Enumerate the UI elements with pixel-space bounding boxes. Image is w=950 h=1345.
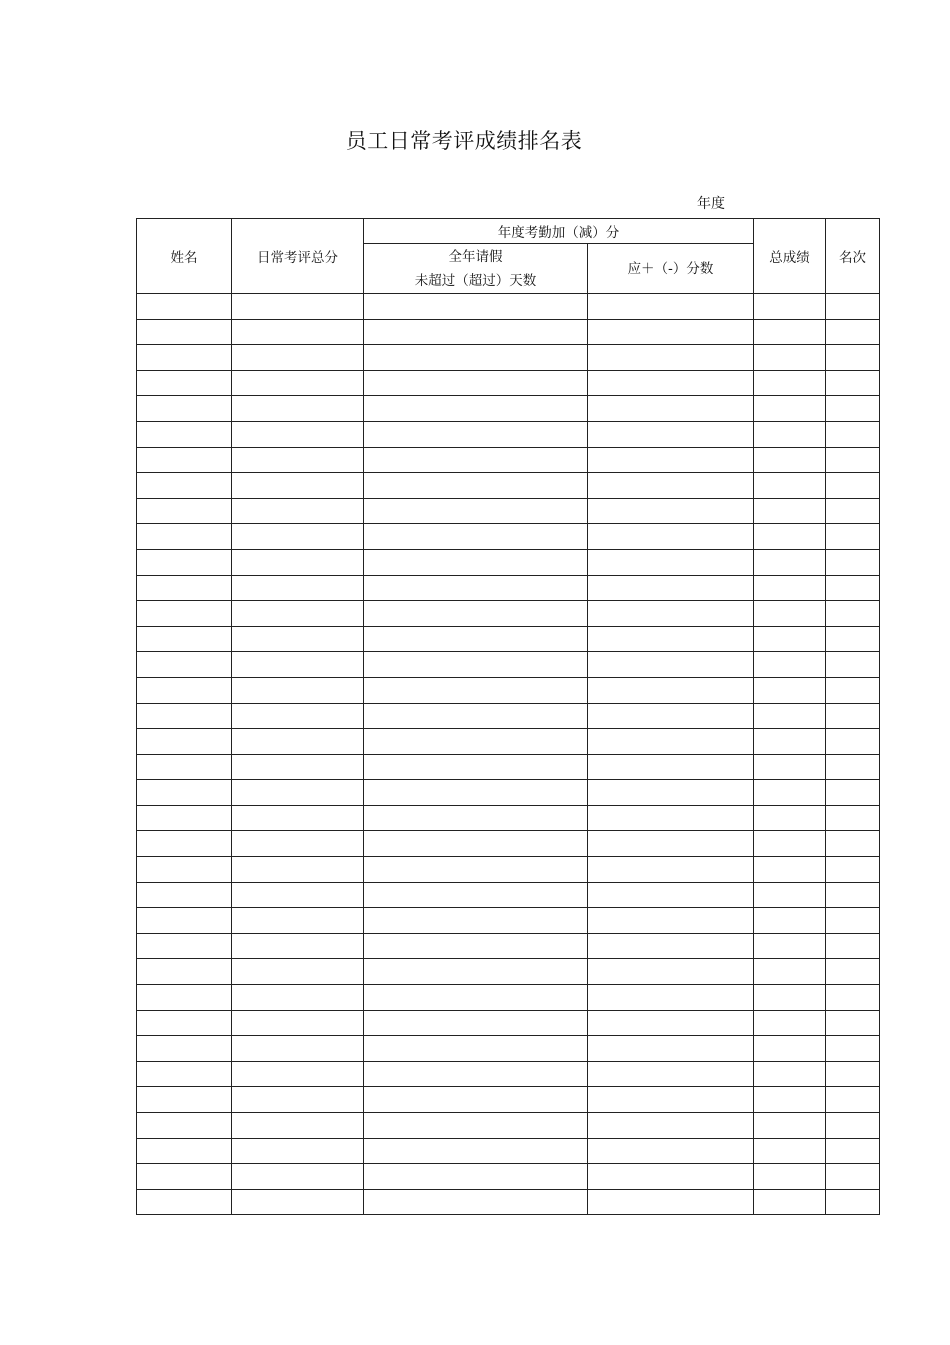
table-row: [137, 1113, 880, 1139]
cell-score-adjust[interactable]: [588, 1164, 754, 1190]
cell-total-score[interactable]: [754, 677, 826, 703]
header-score-adjust: 应＋（-）分数: [588, 244, 754, 294]
cell-score-adjust[interactable]: [588, 1189, 754, 1215]
cell-total-score[interactable]: [754, 396, 826, 422]
table-row: [137, 754, 880, 780]
cell-rank[interactable]: [826, 345, 880, 371]
cell-leave-days[interactable]: [364, 857, 588, 883]
cell-total-score[interactable]: [754, 447, 826, 473]
cell-leave-days[interactable]: [364, 626, 588, 652]
cell-score-adjust[interactable]: [588, 319, 754, 345]
cell-rank[interactable]: [826, 754, 880, 780]
cell-name[interactable]: [137, 1189, 232, 1215]
cell-daily-total[interactable]: [232, 1061, 364, 1087]
cell-rank[interactable]: [826, 524, 880, 550]
cell-daily-total[interactable]: [232, 421, 364, 447]
table-row: [137, 549, 880, 575]
cell-name[interactable]: [137, 473, 232, 499]
cell-score-adjust[interactable]: [588, 1010, 754, 1036]
table-row: [137, 575, 880, 601]
cell-daily-total[interactable]: [232, 498, 364, 524]
table-row: [137, 703, 880, 729]
header-rank: 名次: [826, 219, 880, 294]
cell-daily-total[interactable]: [232, 985, 364, 1011]
table-row: [137, 1061, 880, 1087]
cell-daily-total[interactable]: [232, 549, 364, 575]
cell-total-score[interactable]: [754, 703, 826, 729]
cell-total-score[interactable]: [754, 985, 826, 1011]
cell-total-score[interactable]: [754, 626, 826, 652]
cell-rank[interactable]: [826, 370, 880, 396]
cell-score-adjust[interactable]: [588, 1061, 754, 1087]
table-row: [137, 933, 880, 959]
cell-total-score[interactable]: [754, 1113, 826, 1139]
cell-score-adjust[interactable]: [588, 1087, 754, 1113]
cell-daily-total[interactable]: [232, 294, 364, 320]
cell-score-adjust[interactable]: [588, 575, 754, 601]
cell-daily-total[interactable]: [232, 805, 364, 831]
table-header: [137, 219, 880, 294]
cell-score-adjust[interactable]: [588, 985, 754, 1011]
cell-rank[interactable]: [826, 831, 880, 857]
table-row: [137, 729, 880, 755]
cell-score-adjust[interactable]: [588, 473, 754, 499]
cell-rank[interactable]: [826, 626, 880, 652]
cell-name[interactable]: [137, 626, 232, 652]
cell-leave-days[interactable]: [364, 1138, 588, 1164]
cell-rank[interactable]: [826, 882, 880, 908]
cell-name[interactable]: [137, 985, 232, 1011]
cell-score-adjust[interactable]: [588, 805, 754, 831]
cell-total-score[interactable]: [754, 1138, 826, 1164]
cell-score-adjust[interactable]: [588, 396, 754, 422]
header-leave-line1: 全年请假: [448, 248, 503, 265]
cell-leave-days[interactable]: [364, 1061, 588, 1087]
cell-name[interactable]: [137, 882, 232, 908]
cell-score-adjust[interactable]: [588, 498, 754, 524]
cell-total-score[interactable]: [754, 831, 826, 857]
cell-score-adjust[interactable]: [588, 447, 754, 473]
cell-leave-days[interactable]: [364, 575, 588, 601]
cell-leave-days[interactable]: [364, 319, 588, 345]
cell-rank[interactable]: [826, 652, 880, 678]
cell-score-adjust[interactable]: [588, 626, 754, 652]
cell-name[interactable]: [137, 396, 232, 422]
table-row: [137, 1087, 880, 1113]
cell-total-score[interactable]: [754, 857, 826, 883]
cell-name[interactable]: [137, 805, 232, 831]
cell-name[interactable]: [137, 370, 232, 396]
cell-daily-total[interactable]: [232, 473, 364, 499]
cell-daily-total[interactable]: [232, 575, 364, 601]
cell-name[interactable]: [137, 294, 232, 320]
cell-rank[interactable]: [826, 1061, 880, 1087]
cell-score-adjust[interactable]: [588, 294, 754, 320]
cell-daily-total[interactable]: [232, 1189, 364, 1215]
table-body: [137, 294, 880, 1215]
cell-daily-total[interactable]: [232, 780, 364, 806]
cell-daily-total[interactable]: [232, 1087, 364, 1113]
cell-name[interactable]: [137, 447, 232, 473]
cell-leave-days[interactable]: [364, 1036, 588, 1062]
cell-rank[interactable]: [826, 421, 880, 447]
cell-rank[interactable]: [826, 857, 880, 883]
cell-score-adjust[interactable]: [588, 703, 754, 729]
cell-daily-total[interactable]: [232, 370, 364, 396]
cell-total-score[interactable]: [754, 1036, 826, 1062]
cell-daily-total[interactable]: [232, 831, 364, 857]
cell-total-score[interactable]: [754, 1164, 826, 1190]
cell-daily-total[interactable]: [232, 933, 364, 959]
cell-leave-days[interactable]: [364, 601, 588, 627]
year-label: 年度: [697, 196, 725, 212]
table-row: [137, 882, 880, 908]
cell-rank[interactable]: [826, 805, 880, 831]
cell-total-score[interactable]: [754, 780, 826, 806]
cell-leave-days[interactable]: [364, 447, 588, 473]
header-daily-total: 日常考评总分: [232, 219, 364, 294]
cell-leave-days[interactable]: [364, 345, 588, 371]
cell-leave-days[interactable]: [364, 1087, 588, 1113]
table-row: [137, 370, 880, 396]
cell-score-adjust[interactable]: [588, 933, 754, 959]
cell-name[interactable]: [137, 524, 232, 550]
table-row: [137, 294, 880, 320]
cell-total-score[interactable]: [754, 575, 826, 601]
cell-name[interactable]: [137, 1036, 232, 1062]
cell-rank[interactable]: [826, 985, 880, 1011]
table-row: [137, 498, 880, 524]
cell-name[interactable]: [137, 959, 232, 985]
cell-name[interactable]: [137, 780, 232, 806]
cell-name[interactable]: [137, 933, 232, 959]
cell-daily-total[interactable]: [232, 1036, 364, 1062]
cell-leave-days[interactable]: [364, 754, 588, 780]
cell-total-score[interactable]: [754, 601, 826, 627]
cell-leave-days[interactable]: [364, 549, 588, 575]
cell-score-adjust[interactable]: [588, 729, 754, 755]
cell-total-score[interactable]: [754, 652, 826, 678]
cell-leave-days[interactable]: [364, 933, 588, 959]
table-row: [137, 908, 880, 934]
cell-name[interactable]: [137, 677, 232, 703]
cell-score-adjust[interactable]: [588, 959, 754, 985]
cell-name[interactable]: [137, 729, 232, 755]
cell-daily-total[interactable]: [232, 1113, 364, 1139]
cell-score-adjust[interactable]: [588, 549, 754, 575]
cell-total-score[interactable]: [754, 319, 826, 345]
cell-score-adjust[interactable]: [588, 831, 754, 857]
cell-name[interactable]: [137, 1087, 232, 1113]
cell-total-score[interactable]: [754, 524, 826, 550]
cell-leave-days[interactable]: [364, 882, 588, 908]
cell-score-adjust[interactable]: [588, 524, 754, 550]
table-row: [137, 959, 880, 985]
cell-rank[interactable]: [826, 1189, 880, 1215]
cell-daily-total[interactable]: [232, 601, 364, 627]
cell-leave-days[interactable]: [364, 473, 588, 499]
cell-leave-days[interactable]: [364, 498, 588, 524]
cell-daily-total[interactable]: [232, 1010, 364, 1036]
table-row: [137, 985, 880, 1011]
cell-leave-days[interactable]: [364, 421, 588, 447]
cell-total-score[interactable]: [754, 729, 826, 755]
cell-daily-total[interactable]: [232, 857, 364, 883]
cell-daily-total[interactable]: [232, 729, 364, 755]
table-row: [137, 652, 880, 678]
cell-total-score[interactable]: [754, 882, 826, 908]
cell-daily-total[interactable]: [232, 882, 364, 908]
cell-leave-days[interactable]: [364, 524, 588, 550]
table-row: [137, 524, 880, 550]
cell-score-adjust[interactable]: [588, 780, 754, 806]
cell-score-adjust[interactable]: [588, 370, 754, 396]
table-row: [137, 1189, 880, 1215]
cell-rank[interactable]: [826, 933, 880, 959]
cell-name[interactable]: [137, 319, 232, 345]
cell-daily-total[interactable]: [232, 319, 364, 345]
table-row: [137, 677, 880, 703]
cell-leave-days[interactable]: [364, 370, 588, 396]
table-row: [137, 345, 880, 371]
cell-rank[interactable]: [826, 729, 880, 755]
cell-rank[interactable]: [826, 1113, 880, 1139]
cell-rank[interactable]: [826, 473, 880, 499]
header-leave-line2: 未超过（超过）天数: [414, 272, 537, 289]
cell-name[interactable]: [137, 575, 232, 601]
header-total-score: 总成绩: [754, 219, 826, 294]
cell-name[interactable]: [137, 421, 232, 447]
cell-name[interactable]: [137, 1061, 232, 1087]
cell-score-adjust[interactable]: [588, 345, 754, 371]
cell-score-adjust[interactable]: [588, 857, 754, 883]
cell-name[interactable]: [137, 345, 232, 371]
cell-daily-total[interactable]: [232, 652, 364, 678]
cell-score-adjust[interactable]: [588, 882, 754, 908]
table-row: [137, 396, 880, 422]
cell-score-adjust[interactable]: [588, 1113, 754, 1139]
cell-score-adjust[interactable]: [588, 1138, 754, 1164]
cell-leave-days[interactable]: [364, 396, 588, 422]
cell-total-score[interactable]: [754, 473, 826, 499]
table-row: [137, 421, 880, 447]
cell-rank[interactable]: [826, 1010, 880, 1036]
cell-rank[interactable]: [826, 959, 880, 985]
cell-leave-days[interactable]: [364, 1113, 588, 1139]
cell-daily-total[interactable]: [232, 677, 364, 703]
table-row: [137, 473, 880, 499]
table-row: [137, 1036, 880, 1062]
cell-leave-days[interactable]: [364, 959, 588, 985]
cell-rank[interactable]: [826, 1036, 880, 1062]
table-row: [137, 626, 880, 652]
cell-rank[interactable]: [826, 294, 880, 320]
cell-total-score[interactable]: [754, 370, 826, 396]
cell-leave-days[interactable]: [364, 805, 588, 831]
header-attendance-group: 年度考勤加（减）分: [364, 219, 754, 244]
cell-daily-total[interactable]: [232, 703, 364, 729]
cell-daily-total[interactable]: [232, 908, 364, 934]
cell-score-adjust[interactable]: [588, 1036, 754, 1062]
cell-total-score[interactable]: [754, 345, 826, 371]
cell-rank[interactable]: [826, 447, 880, 473]
cell-rank[interactable]: [826, 601, 880, 627]
cell-rank[interactable]: [826, 396, 880, 422]
cell-rank[interactable]: [826, 908, 880, 934]
table-row: [137, 831, 880, 857]
cell-name[interactable]: [137, 1138, 232, 1164]
cell-name[interactable]: [137, 1010, 232, 1036]
cell-name[interactable]: [137, 498, 232, 524]
cell-total-score[interactable]: [754, 754, 826, 780]
cell-total-score[interactable]: [754, 1010, 826, 1036]
cell-daily-total[interactable]: [232, 1138, 364, 1164]
cell-name[interactable]: [137, 1113, 232, 1139]
cell-total-score[interactable]: [754, 959, 826, 985]
cell-daily-total[interactable]: [232, 345, 364, 371]
cell-name[interactable]: [137, 857, 232, 883]
cell-leave-days[interactable]: [364, 908, 588, 934]
table-row: [137, 1164, 880, 1190]
cell-daily-total[interactable]: [232, 396, 364, 422]
cell-leave-days[interactable]: [364, 294, 588, 320]
table-row: [137, 601, 880, 627]
cell-score-adjust[interactable]: [588, 652, 754, 678]
table-row: [137, 780, 880, 806]
cell-daily-total[interactable]: [232, 754, 364, 780]
cell-leave-days[interactable]: [364, 703, 588, 729]
cell-total-score[interactable]: [754, 498, 826, 524]
cell-total-score[interactable]: [754, 1087, 826, 1113]
cell-total-score[interactable]: [754, 421, 826, 447]
cell-daily-total[interactable]: [232, 959, 364, 985]
table-row: [137, 1138, 880, 1164]
cell-name[interactable]: [137, 549, 232, 575]
cell-daily-total[interactable]: [232, 626, 364, 652]
cell-total-score[interactable]: [754, 805, 826, 831]
cell-rank[interactable]: [826, 319, 880, 345]
cell-leave-days[interactable]: [364, 677, 588, 703]
cell-rank[interactable]: [826, 1138, 880, 1164]
cell-total-score[interactable]: [754, 549, 826, 575]
cell-rank[interactable]: [826, 703, 880, 729]
cell-total-score[interactable]: [754, 1189, 826, 1215]
cell-leave-days[interactable]: [364, 831, 588, 857]
cell-rank[interactable]: [826, 780, 880, 806]
cell-daily-total[interactable]: [232, 524, 364, 550]
table-row: [137, 857, 880, 883]
cell-name[interactable]: [137, 703, 232, 729]
cell-score-adjust[interactable]: [588, 601, 754, 627]
cell-name[interactable]: [137, 652, 232, 678]
cell-leave-days[interactable]: [364, 1010, 588, 1036]
cell-total-score[interactable]: [754, 908, 826, 934]
cell-score-adjust[interactable]: [588, 421, 754, 447]
cell-rank[interactable]: [826, 575, 880, 601]
cell-rank[interactable]: [826, 1087, 880, 1113]
cell-leave-days[interactable]: [364, 985, 588, 1011]
header-leave-days: [364, 244, 588, 294]
cell-rank[interactable]: [826, 1164, 880, 1190]
cell-rank[interactable]: [826, 498, 880, 524]
cell-daily-total[interactable]: [232, 447, 364, 473]
cell-leave-days[interactable]: [364, 1189, 588, 1215]
cell-name[interactable]: [137, 908, 232, 934]
table-row: [137, 319, 880, 345]
table-row: [137, 805, 880, 831]
cell-total-score[interactable]: [754, 1061, 826, 1087]
cell-score-adjust[interactable]: [588, 908, 754, 934]
page-title: 员工日常考评成绩排名表: [345, 129, 583, 153]
cell-rank[interactable]: [826, 677, 880, 703]
cell-name[interactable]: [137, 601, 232, 627]
cell-daily-total[interactable]: [232, 1164, 364, 1190]
ranking-table: [136, 218, 880, 1215]
table-row: [137, 447, 880, 473]
cell-name[interactable]: [137, 754, 232, 780]
cell-total-score[interactable]: [754, 294, 826, 320]
cell-leave-days[interactable]: [364, 729, 588, 755]
cell-leave-days[interactable]: [364, 780, 588, 806]
header-name: 姓名: [137, 219, 232, 294]
cell-score-adjust[interactable]: [588, 754, 754, 780]
table-row: [137, 1010, 880, 1036]
cell-name[interactable]: [137, 1164, 232, 1190]
cell-leave-days[interactable]: [364, 652, 588, 678]
cell-leave-days[interactable]: [364, 1164, 588, 1190]
cell-score-adjust[interactable]: [588, 677, 754, 703]
cell-name[interactable]: [137, 831, 232, 857]
cell-total-score[interactable]: [754, 933, 826, 959]
cell-rank[interactable]: [826, 549, 880, 575]
